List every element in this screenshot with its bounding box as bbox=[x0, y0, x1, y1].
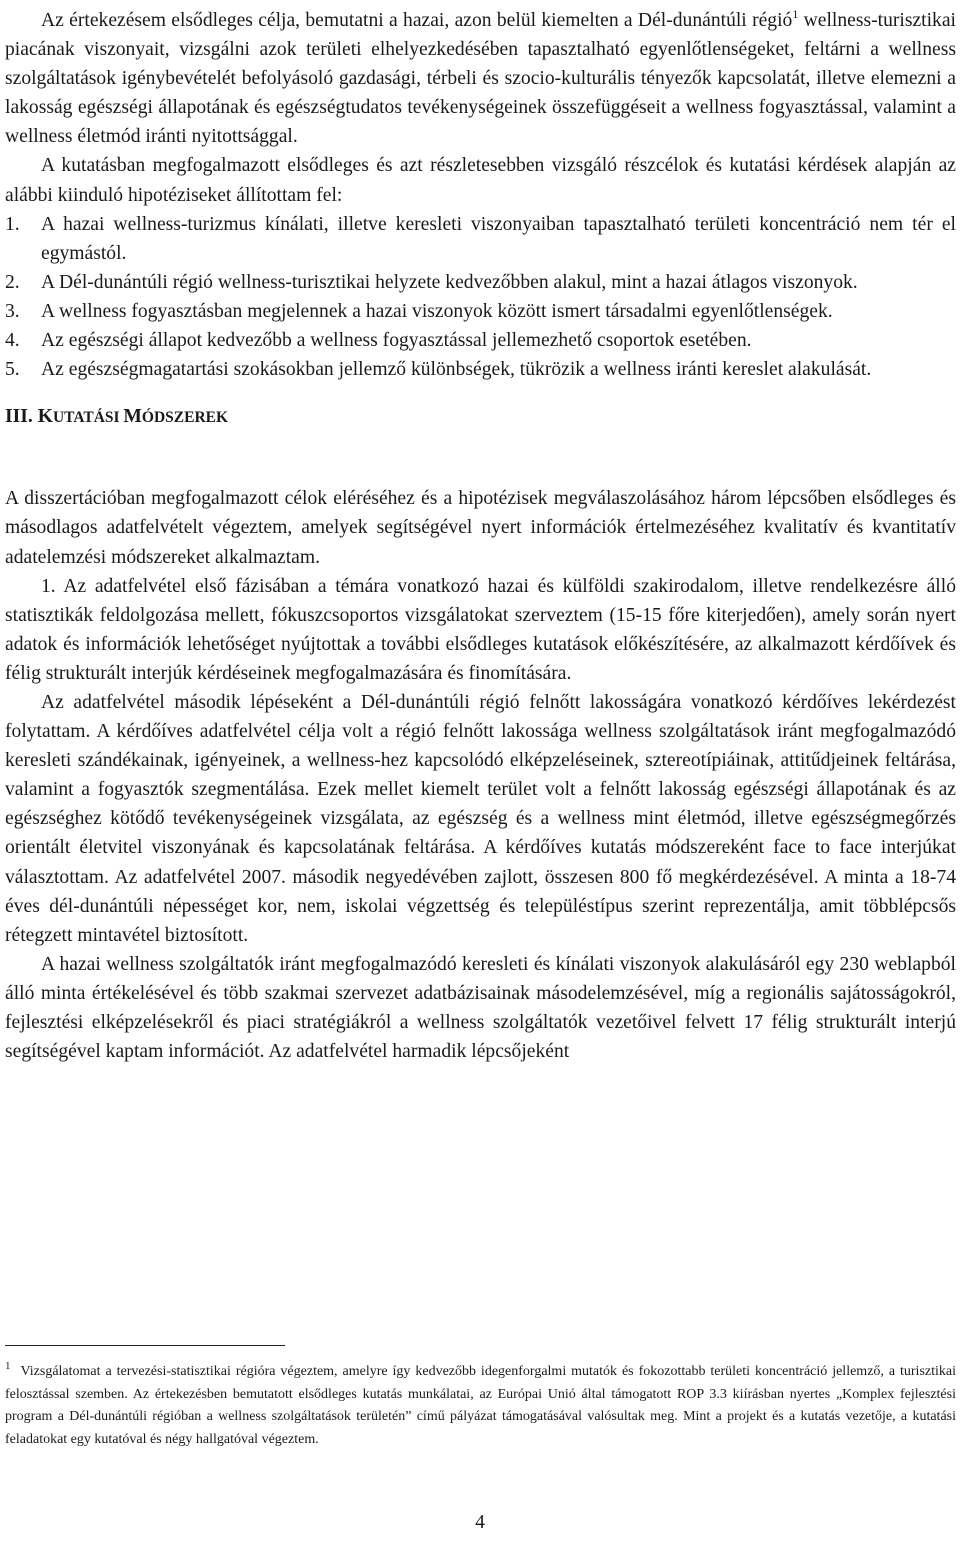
heading-word-rest: ÓDSZEREK bbox=[141, 409, 229, 427]
list-item-number: 1. bbox=[5, 213, 20, 235]
intro-paragraph bbox=[5, 0, 956, 151]
list-item-text: Az egészségi állapot kedvezőbb a wellness fogyasztással jellemezhető csoportok esetében. bbox=[41, 330, 752, 352]
list-item-number: 4. bbox=[5, 330, 20, 352]
list-item bbox=[5, 268, 956, 297]
body-paragraph: 1. Az adatfelvétel első fázisában a témára vonatkozó hazai és külföldi szakirodalom, illetve rendelkezésre álló statisztikák feldolgozása mellett, fókuszcsoportos vizsgálatokat szerveztem (15-15 főre kiterjedően), amely során nyert adatok és információk lehetőséget nyújtottak a további elsődleges kutatások előkészítésére, az alkalmazott kérdőívek és félig strukturált interjúk kérdéseinek megfogalmazására és finomítására. bbox=[5, 575, 956, 684]
footnote-reference[interactable]: 1 bbox=[792, 7, 799, 21]
list-item bbox=[5, 326, 956, 355]
document-page bbox=[5, 0, 956, 1066]
list-item-text: A Dél-dunántúli régió wellness-turisztikai helyzete kedvezőbben alakul, mint a hazai átlagos viszonyok. bbox=[41, 271, 858, 293]
list-item-number: 3. bbox=[5, 300, 20, 322]
body-paragraph: A hazai wellness szolgáltatók iránt megfogalmazódó keresleti és kínálati viszonyok alakulásáról egy 230 weblapból álló minta értékelésével és több szakmai szervezet adatbázisainak másodelemzésével, míg a regionális sajátosságokról, fejlesztési elképzelésekről és piaci stratégiákról a wellness szolgáltatók vezetőivel felvett 17 félig strukturált interjú segítségével kaptam információt. Az adatfelvétel harmadik lépcsőjeként bbox=[5, 953, 956, 1063]
footnote-divider bbox=[5, 1345, 285, 1346]
list-item-number: 2. bbox=[5, 271, 20, 293]
heading-initial: K bbox=[37, 406, 53, 428]
footnote-number: 1 bbox=[5, 1360, 11, 1372]
list-item-text: Az egészségmagatartási szokásokban jellemző különbségek, tükrözik a wellness iránti kereslet alakulását. bbox=[41, 359, 872, 381]
page-number: 4 bbox=[475, 1512, 485, 1533]
list-item bbox=[5, 355, 956, 384]
section-number: III. bbox=[5, 406, 38, 428]
footnote-text: Vizsgálatomat a tervezési-statisztikai régióra végeztem, amelyre így kedvezőbb idegenforgalmi mutatók és fokozottabb területi koncentráció jellemző, a turisztikai felosztással szemben. Az értekezésben bemutatott elsődleges kutatás munkálatai, az Európai Unió által támogatott ROP 3.3 kiírásban nyertes „Komplex fejlesztési program a Dél-dunántúli régióban a wellness szolgáltatások területén” című pályázat támogatásával valósultak meg. Mint a projekt és a kutatás vezetője, a kutatási feladatokat egy kutatóval és négy hallgatóval végeztem. bbox=[5, 1364, 956, 1447]
hypotheses-intro: A kutatásban megfogalmazott elsődleges és azt részletesebben vizsgáló részcélok és kutatási kérdések alapján az alábbi kiinduló hipotéziseket állítottam fel: bbox=[5, 155, 956, 206]
body-paragraph: Az adatfelvétel második lépéseként a Dél-dunántúli régió felnőtt lakosságára vonatkozó kérdőíves lekérdezést folytattam. A kérdőíves adatfelvétel célja volt a régió felnőtt lakossága wellness szolgáltatások iránt megfogalmazódó keresleti szándékainak, igényeinek, a wellness-hez kapcsolódó elképzeléseinek, sztereotípiáinak, attitűdjeinek feltárása, valamint a fogyasztók szegmentálása. Ezek mellet kiemelt terület volt a felnőtt lakosság egészségi állapotának és az egészséghez kötődő tevékenységeinek vizsgálata, az egészség és a wellness mint életmód, illetve egészségmegőrzés orientált életvitel viszonyának és kapcsolatának feltárása. A kérdőíves kutatás módszereként face to face interjúkat választottam. Az adatfelvétel 2007. második negyedévében zajlott, összesen 800 fő megkérdezésével. A minta a 18-74 éves dél-dunántúli népességet kor, nem, iskolai végzettség és településtípus szerint reprezentálja, amit többlépcsős rétegzett mintavétel biztosított. bbox=[5, 691, 956, 946]
heading-initial: M bbox=[123, 406, 142, 428]
hypotheses-list bbox=[5, 210, 956, 385]
list-item-text: A wellness fogyasztásban megjelennek a hazai viszonyok között ismert társadalmi egyenlőtlenségek. bbox=[41, 300, 833, 322]
list-item-number: 5. bbox=[5, 359, 20, 381]
list-item-text: A hazai wellness-turizmus kínálati, illetve keresleti viszonyaiban tapasztalható területi koncentráció nem tér el egymástól. bbox=[41, 213, 956, 264]
footnote bbox=[5, 1355, 956, 1451]
intro-text-end: wellness-turisztikai piacának viszonyait, vizsgálni azok területi elhelyezkedésében tapasztalható egyenlőtlenségeket, feltárni a wellness szolgáltatások igénybevételét befolyásoló gazdasági, térbeli és szocio-kulturális tényezők kapcsolatát, illetve elemezni a lakosság egészségi állapotának és egészségtudatos tevékenységeinek összefüggéseit a wellness fogyasztással, valamint a wellness életmód iránti nyitottsággal. bbox=[5, 10, 956, 148]
body-paragraph: A disszertációban megfogalmazott célok eléréséhez és a hipotézisek megválaszolásához három lépcsőben elsődleges és másodlagos adatfelvételt végeztem, amelyek segítségével nyert információk értelmezéséhez kvalitatív és kvantitatív adatelemzési módszereket alkalmaztam. bbox=[5, 488, 956, 568]
list-item bbox=[5, 210, 956, 268]
section-heading bbox=[5, 402, 956, 432]
list-item bbox=[5, 297, 956, 326]
heading-word-rest: UTATÁSI bbox=[52, 409, 124, 427]
intro-text-start: Az értekezésem elsődleges célja, bemutatni a hazai, azon belül kiemelten a Dél-dunántúli régió bbox=[41, 10, 793, 31]
